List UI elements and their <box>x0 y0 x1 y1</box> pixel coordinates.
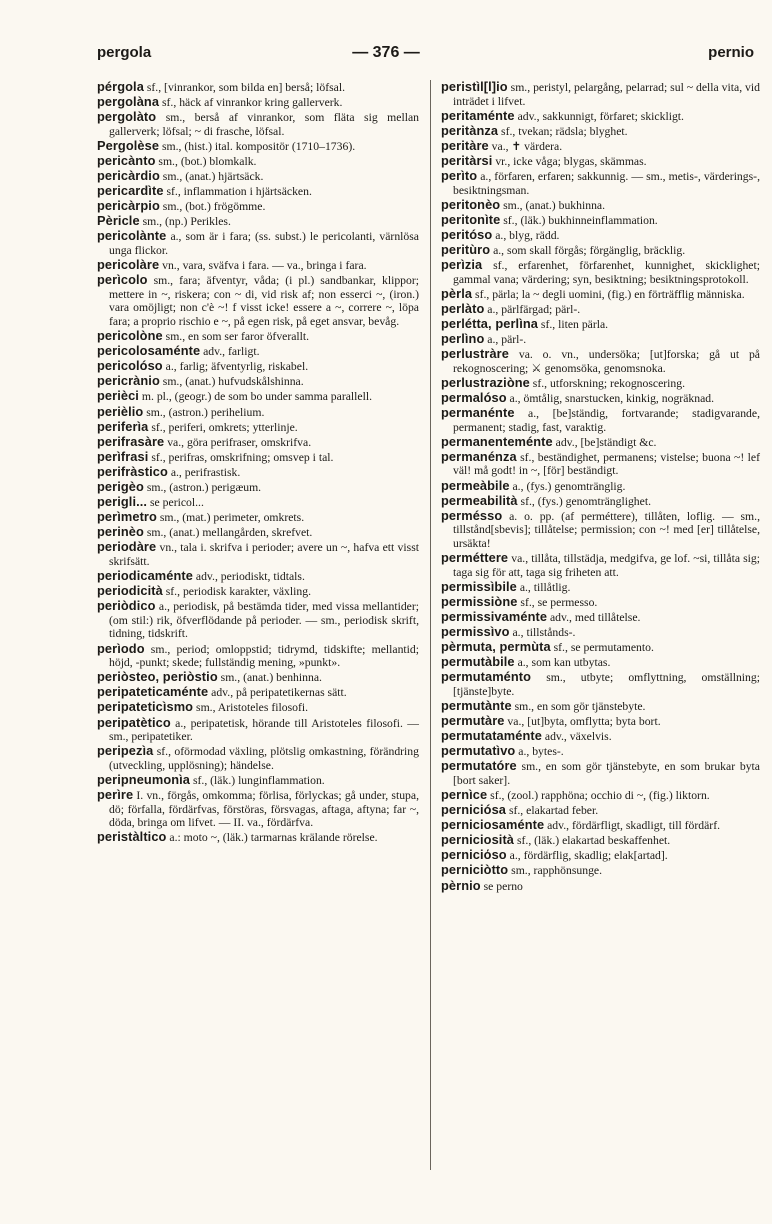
entry-headword: perìodo <box>97 640 145 656</box>
entry-definition: va., [ut]byta, omflytta; byta bort. <box>504 715 661 729</box>
entry-definition: I. vn., förgås, omkomma; förlisa, förlyckas; gå under, stupa, dö; förfalla, fördärfvas, förstöras, försvagas, aftaga, aftyna; far ~, döda, bringa om lifvet. — II. va., fördärfva. <box>109 789 419 830</box>
entry-headword: pericolòne <box>97 328 163 344</box>
dictionary-entry <box>441 258 760 286</box>
dictionary-entry <box>441 595 760 610</box>
dictionary-entry <box>97 830 419 845</box>
entry-headword: peripatètico <box>97 714 171 730</box>
entry-headword: pericrànio <box>97 373 160 389</box>
entry-headword: permutànte <box>441 697 512 713</box>
dictionary-entry <box>97 480 419 495</box>
dictionary-entry <box>441 625 760 640</box>
entry-definition: sm., (anat.) benhinna. <box>217 671 322 685</box>
dictionary-entry <box>441 494 760 509</box>
entry-headword: permutatóre <box>441 758 517 774</box>
entry-definition: sm., rapphönsunge. <box>508 864 603 878</box>
entry-definition: m. pl., (geogr.) de som bo under samma parallell. <box>138 390 373 404</box>
entry-definition: sf., [vinrankor, som bilda en] berså; löfsal. <box>143 81 346 94</box>
entry-definition: sf., häck af vinrankor kring gallerverk. <box>159 96 343 110</box>
dictionary-entry <box>97 154 419 169</box>
dictionary-entry <box>441 655 760 670</box>
entry-definition: va., göra perifraser, omskrifva. <box>164 435 312 449</box>
dictionary-entry <box>441 788 760 803</box>
dictionary-entry <box>97 184 419 199</box>
dictionary-entry <box>441 109 760 124</box>
dictionary-entry <box>441 317 760 332</box>
entry-definition: sf., periferi, omkrets; ytterlinje. <box>148 420 298 434</box>
dictionary-entry <box>441 213 760 228</box>
dictionary-entry <box>97 214 419 229</box>
entry-definition: sm., utbyte; omflyttning, omställning; [tjänste]byte. <box>453 671 760 698</box>
entry-headword: pericolàre <box>97 257 160 273</box>
entry-definition: a., pärl-. <box>484 333 527 347</box>
entry-headword: peritóso <box>441 226 493 242</box>
entry-headword: permissivaménte <box>441 608 548 624</box>
entry-headword: perniciosità <box>441 832 515 848</box>
entry-headword: periodicità <box>97 583 163 599</box>
entry-headword: periòsteo, periòstio <box>97 669 218 685</box>
entry-definition: sm., (anat.) bukhinna. <box>500 198 606 212</box>
entry-headword: peritànza <box>441 122 499 138</box>
entry-definition: a., som skall förgås; förgänglig, bräcklig. <box>490 244 686 258</box>
entry-definition: a., periodisk, på bestämda tider, med vissa mellantider; (om stil:) rik, öfverflödande på perioder. — sm., periodisk skrift, tidning, tidskrift. <box>109 600 419 641</box>
dictionary-entry <box>97 642 419 670</box>
dictionary-entry <box>441 551 760 579</box>
entry-definition: sf., periodisk karakter, växling. <box>162 585 311 599</box>
dictionary-entry <box>441 610 760 625</box>
dictionary-entry <box>97 540 419 568</box>
entry-definition: sm., Aristoteles filosofi. <box>193 701 309 715</box>
entry-headword: peritùro <box>441 242 491 258</box>
entry-headword: peripezìa <box>97 743 154 759</box>
entry-headword: pericolànte <box>97 228 167 244</box>
entry-definition: vr., icke våga; blygas, skämmas. <box>492 154 647 168</box>
entry-headword: perlìno <box>441 331 485 347</box>
dictionary-entry <box>97 435 419 450</box>
entry-definition: va. o. vn., undersöka; [ut]forska; gå ut på rekognoscering; ⚔ genomsöka, genomsnoka. <box>453 348 760 375</box>
entry-definition: adv., periodiskt, tidtals. <box>192 570 305 584</box>
dictionary-entry <box>97 389 419 404</box>
entry-headword: permissiòne <box>441 593 518 609</box>
entry-headword: pèrmuta, permùta <box>441 639 551 655</box>
entry-definition: sm., (anat.) hufvudskålshinna. <box>159 375 304 389</box>
dictionary-entry <box>97 700 419 715</box>
dictionary-entry <box>97 773 419 788</box>
entry-headword: permutatìvo <box>441 743 516 759</box>
dictionary-entry <box>97 465 419 480</box>
entry-headword: perìfrasi <box>97 448 149 464</box>
entry-headword: pericànto <box>97 152 156 168</box>
entry-definition: sm., en som ser faror öfverallt. <box>162 330 310 344</box>
dictionary-entry <box>441 640 760 655</box>
entry-definition: sm., (hist.) ital. kompositör (1710–1736). <box>159 139 356 153</box>
dictionary-entry <box>441 803 760 818</box>
entry-headword: periferìa <box>97 418 149 434</box>
entry-headword: Pergolèse <box>97 137 160 153</box>
entry-definition: a., peripatetisk, hörande till Aristoteles filosofi. — sm., peripatetiker. <box>109 716 419 744</box>
entry-definition: sm., en som gör tjänstebyte, en som brukar byta [bort saker]. <box>453 760 760 787</box>
dictionary-entry <box>441 406 760 434</box>
dictionary-entry <box>441 80 760 108</box>
entry-headword: perifrasàre <box>97 433 165 449</box>
entry-headword: pèrla <box>441 285 473 301</box>
dictionary-entry <box>97 329 419 344</box>
dictionary-entry <box>441 509 760 551</box>
entry-definition: a., tillstånds-. <box>509 625 576 639</box>
entry-definition: sf., (fys.) genomtränglighet. <box>517 494 651 508</box>
dictionary-entry <box>441 228 760 243</box>
entry-definition: a., tillåtlig. <box>516 580 571 594</box>
entry-definition: sf., (läk.) bukhinneinflammation. <box>500 213 658 227</box>
entry-headword: permutaménto <box>441 669 532 685</box>
dictionary-entry <box>97 599 419 641</box>
entry-headword: permanénza <box>441 448 517 464</box>
entry-definition: sm., en som gör tjänstebyte. <box>511 699 646 713</box>
entry-headword: pernìce <box>441 787 488 802</box>
entry-definition: sm., (anat.) hjärtsäck. <box>159 170 264 184</box>
dictionary-entry <box>441 818 760 833</box>
entry-headword: perìmetro <box>97 509 157 525</box>
entry-definition: sm., fara; äfventyr, våda; (i pl.) sandbankar, klippor; mettere in ~, riskera; con ~ di, vid risk af; non esserci ~, (iron.) vara omöjligt; non c'è ~! f visst icke! essere a ~, correre ~, löpa fara; a proprio rischio e ~, på egen risk, på eget ansvar, bevåg. <box>109 274 419 328</box>
entry-headword: pericàrdio <box>97 168 160 184</box>
dictionary-entry <box>441 287 760 302</box>
entry-headword: permutàbile <box>441 654 515 670</box>
entry-headword: pergolàna <box>97 94 160 110</box>
entry-headword: permeàbile <box>441 477 510 493</box>
entry-definition: a., (fys.) genomtränglig. <box>509 479 626 493</box>
entry-headword: periodàre <box>97 539 157 555</box>
entry-definition: vn., tala i. skrifva i perioder; avere un ~, hafva ett visst skrifsätt. <box>109 541 419 568</box>
entry-headword: perigèo <box>97 479 144 495</box>
right-column <box>441 80 760 894</box>
entry-headword: peritàrsi <box>441 152 493 168</box>
entry-headword: pericardìte <box>97 183 164 199</box>
entry-headword: perigli... <box>97 494 148 510</box>
entry-definition: a., [be]ständig, fortvarande; stadigvarande, permanent; stadig, fast, varaktig. <box>453 407 760 434</box>
dictionary-entry <box>97 139 419 154</box>
entry-headword: perméssо <box>441 507 503 523</box>
dictionary-entry <box>97 510 419 525</box>
entry-definition: sm., (anat.) mellangården, skrefvet. <box>143 526 313 540</box>
entry-headword: perìre <box>97 787 134 802</box>
dictionary-entry <box>441 124 760 139</box>
entry-headword: permissìbile <box>441 578 517 594</box>
dictionary-entry <box>441 580 760 595</box>
entry-headword: perièlio <box>97 403 144 419</box>
entry-definition: sf., (läk.) lunginflammation. <box>190 773 325 787</box>
entry-headword: pericàrpio <box>97 198 160 214</box>
entry-headword: perlustraziòne <box>441 374 530 390</box>
entry-definition: sm., (np.) Perikles. <box>139 215 231 229</box>
dictionary-entry <box>97 450 419 465</box>
entry-headword: perniciòtto <box>441 862 509 878</box>
left-column <box>97 80 419 845</box>
dictionary-entry <box>441 879 760 894</box>
entry-headword: permalóso <box>441 389 507 405</box>
entry-definition: sf., (zool.) rapphöna; occhio di ~, (fig.) liktorn. <box>487 789 710 802</box>
entry-definition: sm., berså af vinrankor, som fläta sig mellan gallerverk; löfsal; ~ di frasche, löfsal. <box>109 111 419 138</box>
entry-definition: a., blyg, rädd. <box>492 228 560 242</box>
entry-definition: vn., vara, sväfva i fara. — va., bringa i fara. <box>159 259 367 273</box>
entry-headword: peristìl[l]io <box>441 79 508 94</box>
entry-definition: sf., tvekan; rädsla; blyghet. <box>498 124 628 138</box>
entry-headword: peritàre <box>441 137 489 153</box>
dictionary-entry <box>97 744 419 772</box>
dictionary-entry <box>441 198 760 213</box>
dictionary-entry <box>97 258 419 273</box>
entry-definition: sf., pärla; la ~ degli uomini, (fig.) en förträfflig människa. <box>472 287 745 301</box>
dictionary-entry <box>97 584 419 599</box>
dictionary-entry <box>97 685 419 700</box>
dictionary-entry <box>441 670 760 698</box>
entry-headword: perifràstico <box>97 463 168 479</box>
dictionary-entry <box>97 420 419 435</box>
entry-headword: perìcolo <box>97 272 148 288</box>
dictionary-entry <box>441 376 760 391</box>
entry-definition: sf., se permutamento. <box>550 641 654 655</box>
page-number: — 376 — <box>352 44 420 61</box>
entry-definition: a., ömtålig, snarstucken, kinkig, nogräknad. <box>506 391 715 405</box>
entry-headword: pergolàto <box>97 109 157 125</box>
entry-definition: sf., beständighet, permanens; vistelse; buona ~! lef väl! må godt! in ~, [för] beständigt. <box>453 450 760 478</box>
entry-headword: permeabilità <box>441 492 518 508</box>
entry-headword: pérgola <box>97 79 144 94</box>
entry-headword: perièci <box>97 388 139 404</box>
entry-definition: sm., (mat.) perimeter, omkrets. <box>156 511 305 525</box>
entry-headword: permanenteménte <box>441 433 553 449</box>
dictionary-entry <box>97 525 419 540</box>
entry-definition: sf., elakartad feber. <box>506 804 599 818</box>
entry-definition: adv., sakkunnigt, förfaret; skickligt. <box>514 109 684 123</box>
entry-definition: va., ✝ värdera. <box>488 139 563 153</box>
entry-definition: sf., inflammation i hjärtsäcken. <box>163 185 312 199</box>
dictionary-entry <box>97 716 419 744</box>
entry-headword: perinèo <box>97 524 144 540</box>
dictionary-entry <box>97 229 419 257</box>
entry-definition: sf., utforskning; rekognoscering. <box>529 376 686 390</box>
dictionary-entry <box>441 139 760 154</box>
entry-definition: sm., (astron.) perihelium. <box>143 405 265 419</box>
entry-headword: perìto <box>441 168 478 184</box>
dictionary-entry <box>441 848 760 863</box>
dictionary-entry <box>97 80 419 95</box>
dictionary-entry <box>441 302 760 317</box>
entry-headword: peritaménte <box>441 107 515 123</box>
entry-headword: peripneumonìa <box>97 771 191 787</box>
entry-definition: adv., med tillåtelse. <box>547 610 641 624</box>
entry-headword: pericolosaménte <box>97 343 201 359</box>
entry-headword: perlustràre <box>441 346 509 362</box>
entry-headword: perlàto <box>441 300 485 316</box>
entry-definition: a.: moto ~, (läk.) tarmarnas krälande rörelse. <box>166 831 378 845</box>
entry-definition: a., farlig; äfventyrlig, riskabel. <box>162 360 309 374</box>
entry-definition: sf., (läk.) elakartad beskaffenhet. <box>514 834 671 848</box>
entry-headword: periodicaménte <box>97 568 193 584</box>
dictionary-entry <box>441 169 760 197</box>
entry-headword: perìzia <box>441 257 483 273</box>
dictionary-entry <box>441 450 760 478</box>
dictionary-entry <box>97 273 419 328</box>
dictionary-entry <box>97 199 419 214</box>
dictionary-entry <box>97 405 419 420</box>
dictionary-entry <box>97 169 419 184</box>
running-head-left: pergola <box>97 44 152 61</box>
dictionary-entry <box>441 435 760 450</box>
dictionary-entry <box>97 95 419 110</box>
entry-headword: periòdico <box>97 598 156 614</box>
entry-definition: sf., oförmodad växling, plötslig omkastning, förändring (utveckling, upplösning); händelse. <box>109 745 419 772</box>
entry-definition: a., pärlfärgad; pärl-. <box>484 302 581 316</box>
entry-headword: peripateticaménte <box>97 684 209 700</box>
entry-definition: adv., fördärfligt, skadligt, till fördärf. <box>544 819 721 833</box>
dictionary-entry <box>441 863 760 878</box>
dictionary-entry <box>441 744 760 759</box>
entry-headword: pèrnio <box>441 877 481 893</box>
entry-headword: permanénte <box>441 405 515 421</box>
dictionary-entry <box>97 110 419 138</box>
entry-definition: a., perifrastisk. <box>167 465 241 479</box>
dictionary-entry <box>441 391 760 406</box>
dictionary-entry <box>97 569 419 584</box>
entry-definition: adv., på peripatetikernas sätt. <box>208 686 347 700</box>
entry-headword: perlétta, perlìna <box>441 316 538 331</box>
entry-headword: perméttere <box>441 550 509 565</box>
entry-definition: a., som är i fara; (ss. subst.) le pericolanti, värnlösa unga flickor. <box>109 230 419 258</box>
entry-definition: sf., perifras, omskrifning; omsvep i tal. <box>148 450 334 464</box>
dictionary-entry <box>97 495 419 510</box>
entry-headword: permissìvo <box>441 623 510 639</box>
entry-definition: adv., farligt. <box>200 345 260 359</box>
entry-definition: a., förfaren, erfaren; sakkunnig. — sm., metis-, värderings-, besiktningsman. <box>453 170 760 197</box>
entry-definition: sm., peristyl, pelargång, pelarrad; sul ~ della vita, vid inträdet i lifvet. <box>453 81 760 108</box>
entry-definition: sm., (bot.) blomkalk. <box>155 154 257 168</box>
entry-headword: peritonìte <box>441 211 501 227</box>
entry-definition: a., bytes-. <box>515 745 564 759</box>
entry-definition: sm., (astron.) perigæum. <box>143 481 262 495</box>
entry-headword: permutataménte <box>441 728 542 744</box>
entry-headword: permutàre <box>441 713 505 729</box>
dictionary-entry <box>441 332 760 347</box>
dictionary-entry <box>441 714 760 729</box>
entry-definition: adv., [be]ständigt &c. <box>552 435 657 449</box>
dictionary-entry <box>97 788 419 830</box>
dictionary-entry <box>441 154 760 169</box>
dictionary-entry <box>97 344 419 359</box>
entry-definition: se pericol... <box>147 496 204 510</box>
entry-definition: va., tillåta, tillstädja, medgifva, ge lof. ~si, tillåta sig; taga sig för att, taga sig friheten att. <box>453 552 760 579</box>
entry-headword: peristàltico <box>97 829 167 845</box>
entry-definition: sf., se permesso. <box>517 595 598 609</box>
dictionary-entry <box>97 670 419 685</box>
entry-definition: a., fördärflig, skadlig; elak[artad]. <box>506 849 668 863</box>
dictionary-entry <box>441 729 760 744</box>
entry-headword: perniciόso <box>441 847 507 863</box>
entry-definition: adv., växelvis. <box>541 730 612 744</box>
dictionary-entry <box>441 243 760 258</box>
running-head-right: pernio <box>708 44 754 61</box>
entry-definition: sm., (bot.) frögömme. <box>159 200 266 214</box>
dictionary-entry <box>97 359 419 374</box>
dictionary-entry <box>441 833 760 848</box>
column-divider <box>430 80 431 1170</box>
entry-headword: pericolóso <box>97 358 163 374</box>
dictionary-entry <box>441 699 760 714</box>
entry-definition: sm., period; omloppstid; tidrymd, tidskifte; mellantid; höjd, -punkt; skede; fullständig mening, »punkt». <box>109 642 419 670</box>
entry-definition: se perno <box>480 879 523 893</box>
entry-definition: sf., liten pärla. <box>538 318 609 331</box>
dictionary-entry <box>441 479 760 494</box>
entry-headword: perniciósa <box>441 802 507 818</box>
entry-headword: peripateticìsmo <box>97 699 194 715</box>
dictionary-entry <box>441 347 760 375</box>
entry-headword: peritonèo <box>441 196 501 212</box>
dictionary-entry <box>441 759 760 787</box>
entry-definition: a., som kan utbytas. <box>514 656 611 670</box>
entry-definition: sf., erfarenhet, förfarenhet, kunnighet, skicklighet; gammal vana; värdering; syn, besiktning; besiktningsprotokoll. <box>453 259 760 286</box>
entry-definition: a. o. pp. (af perméttere), tillåten, loflig. — sm., tillstånd[sbevis]; tillåtelse; permission; con ~! med [er] tillåtelse, ursäkta! <box>453 509 760 550</box>
entry-headword: Pèricle <box>97 213 140 229</box>
dictionary-entry <box>97 374 419 389</box>
entry-headword: perniciosaménte <box>441 817 545 833</box>
